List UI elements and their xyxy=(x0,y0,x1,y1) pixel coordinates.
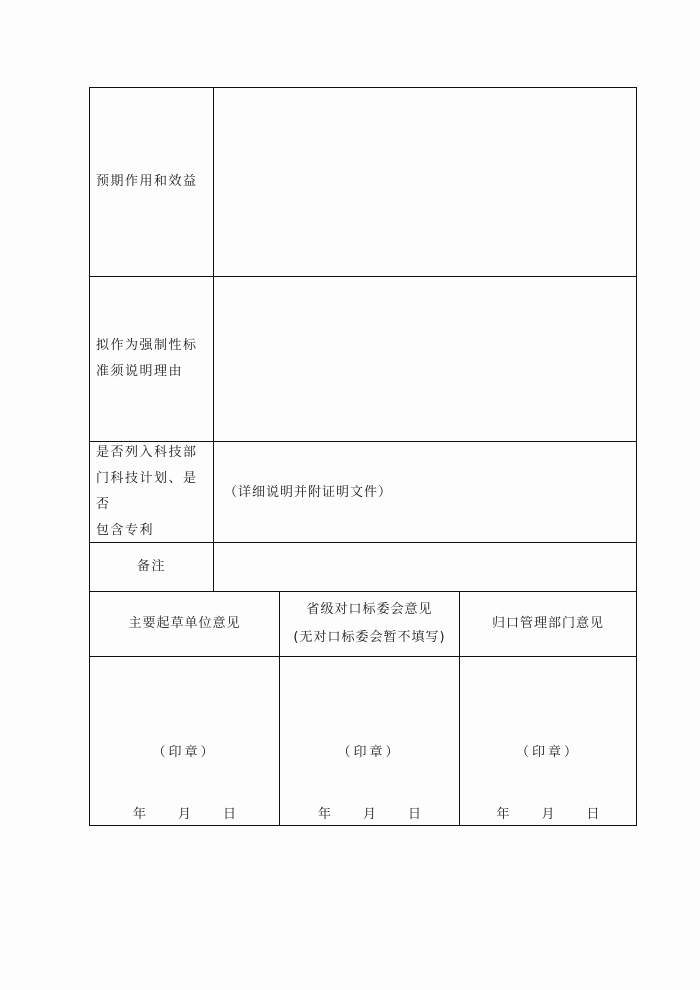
month-label: 月 xyxy=(541,807,555,822)
row-tech-plan xyxy=(90,442,636,543)
label-line-3: 包含专利 xyxy=(96,523,155,538)
provincial-committee-subtitle: (无对口标委会暂不填写) xyxy=(293,630,446,645)
seal-label: （印章） xyxy=(152,745,217,760)
tech-plan-note: （详细说明并附证明文件） xyxy=(224,485,393,500)
drafting-unit-title: 主要起草单位意见 xyxy=(128,616,241,631)
day-label: 日 xyxy=(408,807,422,822)
seal-label: （印章） xyxy=(515,745,580,760)
label-text: 预期作用和效益 xyxy=(96,174,198,189)
year-label: 年 xyxy=(132,807,146,822)
field-mandatory-reason[interactable] xyxy=(214,277,636,441)
year-label: 年 xyxy=(496,807,510,822)
day-label: 日 xyxy=(586,807,600,822)
row-opinion-headers xyxy=(90,592,636,657)
label-mandatory-reason xyxy=(90,277,214,441)
provincial-committee-title: 省级对口标委会意见 xyxy=(306,602,433,617)
label-line-2: 准须说明理由 xyxy=(96,364,184,379)
header-provincial-committee xyxy=(280,592,460,656)
label-expected-benefit xyxy=(90,88,214,276)
label-line-1: 是否列入科技部 xyxy=(96,445,198,460)
application-form-table xyxy=(89,87,637,826)
opinion-provincial-committee[interactable] xyxy=(280,657,460,825)
day-label: 日 xyxy=(223,807,237,822)
seal-label: （印章） xyxy=(337,745,402,760)
field-tech-plan[interactable] xyxy=(214,442,636,542)
row-opinion-bodies xyxy=(90,657,636,825)
year-label: 年 xyxy=(317,807,331,822)
month-label: 月 xyxy=(177,807,191,822)
field-remarks[interactable] xyxy=(214,543,636,591)
label-line-2: 门科技计划、是否 xyxy=(96,471,198,512)
header-drafting-unit xyxy=(90,592,280,656)
opinion-management-dept[interactable] xyxy=(460,657,636,825)
label-line-1: 拟作为强制性标 xyxy=(96,338,198,353)
date-line xyxy=(280,803,459,822)
management-dept-title: 归口管理部门意见 xyxy=(491,616,604,631)
label-text: 备注 xyxy=(136,559,166,574)
row-expected-benefit xyxy=(90,88,636,277)
month-label: 月 xyxy=(362,807,376,822)
date-line xyxy=(460,803,636,822)
field-expected-benefit[interactable] xyxy=(214,88,636,276)
label-remarks xyxy=(90,543,214,591)
opinion-drafting-unit[interactable] xyxy=(90,657,280,825)
label-tech-plan xyxy=(90,442,214,542)
date-line xyxy=(90,803,279,822)
row-mandatory-reason xyxy=(90,277,636,442)
header-management-dept xyxy=(460,592,636,656)
row-remarks xyxy=(90,543,636,592)
